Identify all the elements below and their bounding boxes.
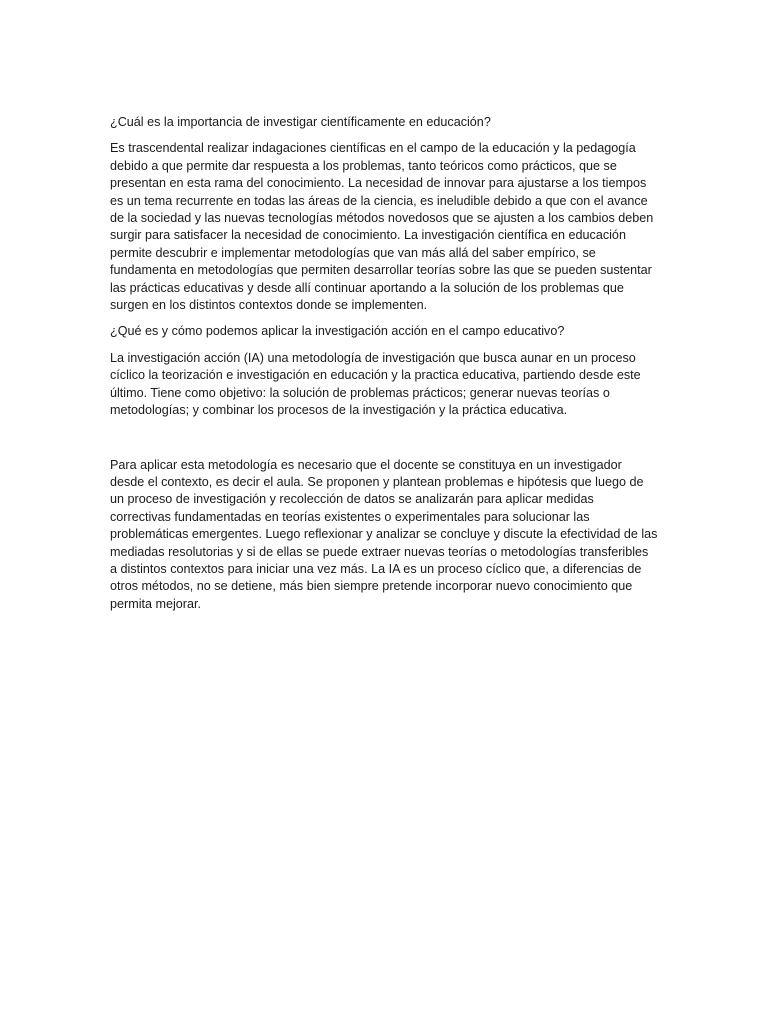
answer-3-paragraph: Para aplicar esta metodología es necesario que el docente se constituya en un investigador desde el contexto, es decir el aula. Se proponen y plantean problemas e hipótesis que luego de un proceso de investigación y recolección de datos se analizarán para aplicar medidas correctivas fundamentadas en teorías existentes o experimentales para solucionar las problemáticas emergentes. Luego reflexionar y analizar se concluye y discute la efectividad de las mediadas resolutorias y si de ellas se puede extraer nuevas teorías o metodologías transferibles a distintos contextos para iniciar una vez más. La IA es un proceso cíclico que, a diferencias de otros métodos, no se detiene, más bien siempre pretende incorporar nuevo conocimiento que permita mejorar.: [110, 457, 658, 611]
question-2: ¿Qué es y cómo podemos aplicar la investigación acción en el campo educativo?: [110, 324, 565, 339]
document-page: [110, 114, 658, 622]
blank-spacer: [110, 429, 658, 457]
question-1: ¿Cuál es la importancia de investigar científicamente en educación?: [110, 115, 491, 129]
answer-2-paragraph: La investigación acción (IA) una metodología de investigación que busca aunar en un proceso cíclico la teorización e investigación en educación y la practica educativa, partiendo desde este último. Tiene como objetivo: la solución de problemas prácticos; generar nuevas teorías o metodologías; y combinar los procesos de la investigación y la práctica educativa.: [110, 350, 641, 418]
answer-1-paragraph: Es trascendental realizar indagaciones científicas en el campo de la educación y la pedagogía debido a que permite dar respuesta a los problemas, tanto teóricos como prácticos, que se presentan en esta rama del conocimiento. La necesidad de innovar para ajustarse a los tiempos es un tema recurrente en todas las áreas de la ciencia, es ineludible debido a que con el avance de la sociedad y las nuevas tecnologías métodos novedosos que se ajusten a los cambios deben surgir para satisfacer la necesidad de conocimiento. La investigación científica en educación permite descubrir e implementar metodologías que van más allá del saber empírico, se fundamenta en metodologías que permiten desarrollar teorías sobre las que se pueden sustentar las prácticas educativas y desde allí continuar aportando a la solución de los problemas que surgen en los distintos contextos donde se implementen.: [110, 141, 654, 313]
